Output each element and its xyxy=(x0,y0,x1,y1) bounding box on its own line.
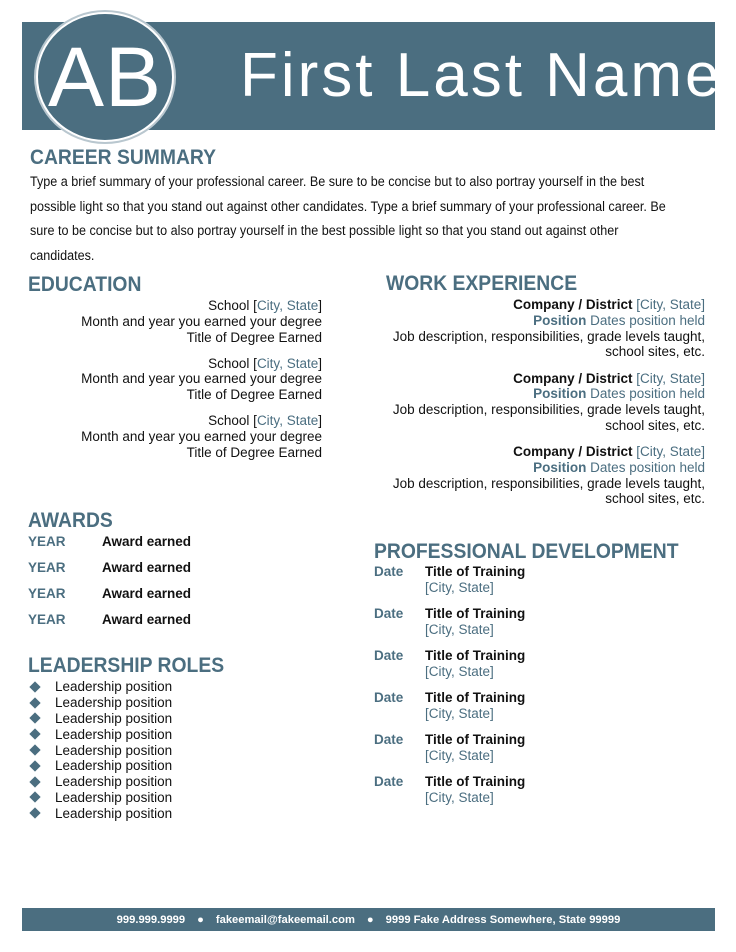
full-name: First Last Name xyxy=(240,41,723,110)
award-row xyxy=(28,534,191,560)
award-year: YEAR xyxy=(28,586,66,601)
education-entry xyxy=(81,298,322,356)
job-description: Job description, responsibilities, grade levels taught, xyxy=(392,328,705,344)
job-description: Job description, responsibilities, grade levels taught, xyxy=(392,402,705,418)
awards-title: AWARDS xyxy=(28,509,113,532)
company-line: Company / District [City, State] xyxy=(513,297,705,312)
award-name: Award earned xyxy=(102,612,192,627)
diamond-bullet-icon xyxy=(29,776,40,787)
pd-date: Date xyxy=(374,774,404,789)
pd-entry xyxy=(374,564,525,606)
leadership-item: Leadership position xyxy=(28,774,172,790)
training-title: Title of Training xyxy=(425,732,526,747)
footer-email: fakeemail@fakeemail.com xyxy=(215,913,355,926)
diamond-bullet-icon xyxy=(29,792,40,803)
training-title: Title of Training xyxy=(425,564,526,579)
pd-list xyxy=(374,564,525,816)
pd-entry xyxy=(374,690,525,732)
leadership-title: LEADERSHIP ROLES xyxy=(28,654,225,677)
company-line: Company / District [City, State] xyxy=(513,370,705,386)
leadership-item: Leadership position xyxy=(28,758,172,774)
monogram: AB xyxy=(47,29,163,124)
school-line: School [City, State] xyxy=(208,298,322,313)
school-line: School [City, State] xyxy=(208,413,322,428)
training-location: [City, State] xyxy=(425,790,494,805)
position-line: Position Dates position held xyxy=(533,386,705,402)
award-name: Award earned xyxy=(102,586,192,601)
diamond-bullet-icon xyxy=(29,729,40,740)
work-experience-title: WORK EXPERIENCE xyxy=(386,272,578,295)
footer-address: 9999 Fake Address Somewhere, State 99999 xyxy=(385,913,621,926)
professional-development-title: PROFESSIONAL DEVELOPMENT xyxy=(374,540,679,563)
training-location: [City, State] xyxy=(425,706,494,721)
pd-date: Date xyxy=(374,732,404,747)
leadership-item: Leadership position xyxy=(28,695,172,711)
leadership-item: Leadership position xyxy=(28,726,172,742)
career-summary-title: CAREER SUMMARY xyxy=(30,146,217,169)
training-title: Title of Training xyxy=(425,606,526,621)
education-entry xyxy=(81,413,322,460)
degree-date: Month and year you earned your degree xyxy=(81,313,322,329)
award-row xyxy=(28,586,191,612)
footer-bar xyxy=(22,908,715,931)
pd-entry xyxy=(374,732,525,774)
training-title: Title of Training xyxy=(425,648,526,663)
awards-list xyxy=(28,534,191,638)
work-entry xyxy=(393,444,705,507)
job-description: Job description, responsibilities, grade levels taught, xyxy=(392,475,705,491)
position-line: Position Dates position held xyxy=(533,459,705,475)
education-title: EDUCATION xyxy=(28,273,142,296)
training-location: [City, State] xyxy=(425,748,494,763)
pd-entry xyxy=(374,606,525,648)
training-location: [City, State] xyxy=(425,580,494,595)
degree-title: Title of Degree Earned xyxy=(186,444,322,460)
award-year: YEAR xyxy=(28,612,66,627)
leadership-item: Leadership position xyxy=(28,679,172,695)
degree-date: Month and year you earned your degree xyxy=(81,428,322,444)
diamond-bullet-icon xyxy=(29,760,40,771)
leadership-item: Leadership position xyxy=(28,790,172,806)
diamond-bullet-icon xyxy=(29,681,40,692)
education-entry xyxy=(81,356,322,414)
work-entry xyxy=(393,371,705,445)
award-row xyxy=(28,612,191,638)
degree-title: Title of Degree Earned xyxy=(186,329,322,345)
award-year: YEAR xyxy=(28,560,66,575)
pd-date: Date xyxy=(374,690,404,705)
award-name: Award earned xyxy=(102,560,192,575)
degree-title: Title of Degree Earned xyxy=(186,387,322,403)
leadership-item: Leadership position xyxy=(28,711,172,727)
pd-date: Date xyxy=(374,606,404,621)
pd-entry xyxy=(374,648,525,690)
footer-separator: ● xyxy=(366,913,374,926)
degree-date: Month and year you earned your degree xyxy=(81,371,322,387)
work-entry xyxy=(393,297,705,371)
pd-date: Date xyxy=(374,564,404,579)
diamond-bullet-icon xyxy=(29,744,40,755)
education-list xyxy=(81,298,322,460)
leadership-list xyxy=(28,679,172,821)
position-line: Position Dates position held xyxy=(533,312,705,328)
diamond-bullet-icon xyxy=(29,697,40,708)
award-row xyxy=(28,560,191,586)
award-year: YEAR xyxy=(28,534,66,549)
footer-phone: 999.999.9999 xyxy=(116,913,186,926)
job-description-cont: school sites, etc. xyxy=(605,344,705,360)
job-description-cont: school sites, etc. xyxy=(605,417,705,433)
diamond-bullet-icon xyxy=(29,713,40,724)
footer-separator: ● xyxy=(197,913,204,926)
job-description-cont: school sites, etc. xyxy=(605,491,705,507)
training-location: [City, State] xyxy=(425,622,494,637)
award-name: Award earned xyxy=(102,534,192,549)
school-line: School [City, State] xyxy=(208,355,322,371)
diamond-bullet-icon xyxy=(29,808,40,819)
leadership-item: Leadership position xyxy=(28,805,172,821)
training-title: Title of Training xyxy=(425,774,526,789)
training-location: [City, State] xyxy=(425,664,494,679)
pd-entry xyxy=(374,774,525,816)
career-summary-text: Type a brief summary of your professional career. Be sure to be concise but to also portray yourself in the best possible light so that you stand out against other candidates. Type a brief summary of your professional career. Be sure to be concise but to also portray yourself in the best possible light so that you stand out against other candidates. xyxy=(30,174,666,263)
work-list xyxy=(393,297,705,507)
training-title: Title of Training xyxy=(425,690,526,705)
pd-date: Date xyxy=(374,648,404,663)
leadership-item: Leadership position xyxy=(28,742,172,758)
company-line: Company / District [City, State] xyxy=(513,444,705,459)
